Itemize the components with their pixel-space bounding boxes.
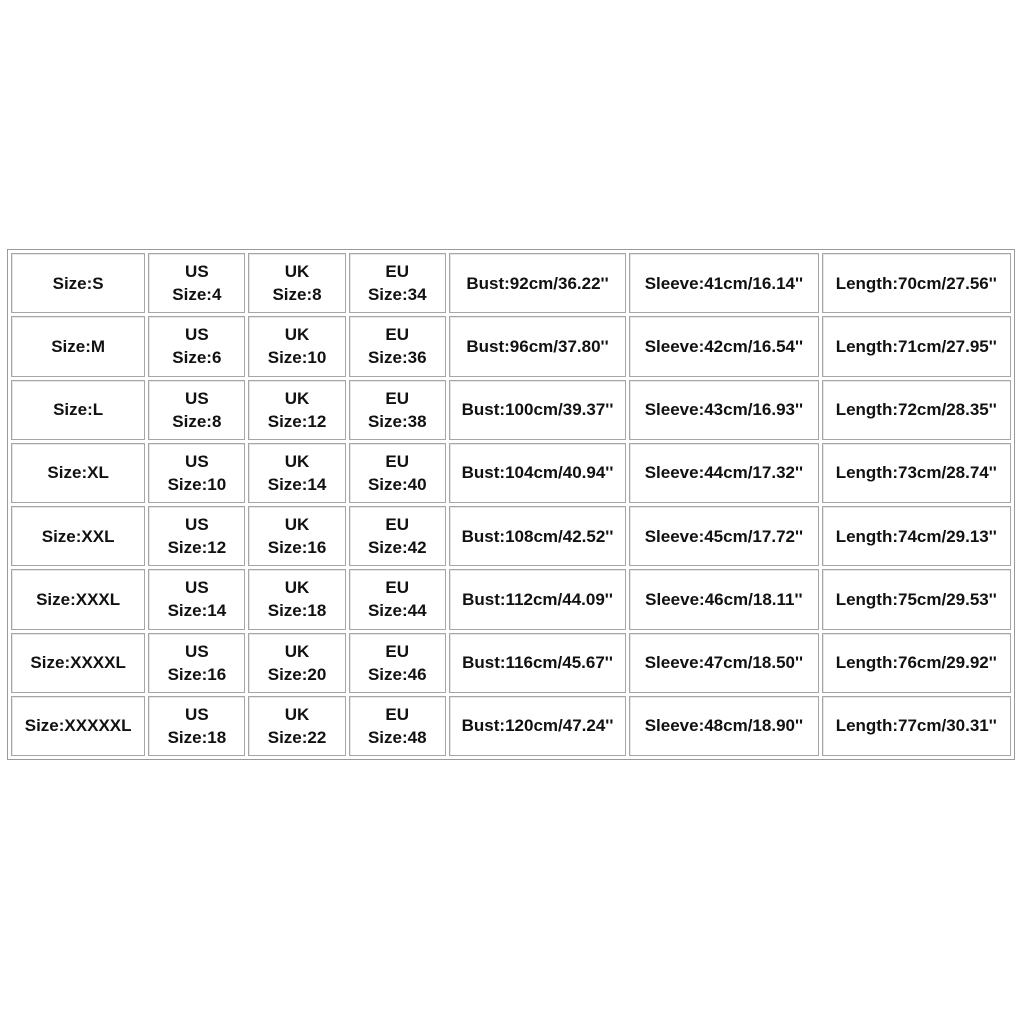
sleeve-cell: Sleeve:46cm/18.11'' bbox=[629, 569, 818, 629]
table-row bbox=[11, 380, 1011, 440]
eu-label: EU bbox=[385, 641, 410, 661]
size-cell: Size:XXXXXL bbox=[11, 696, 145, 756]
size-cell: Size:S bbox=[11, 253, 145, 313]
size-cell: Size:XXXL bbox=[11, 569, 145, 629]
table-row bbox=[11, 696, 1011, 756]
us-size-cell bbox=[148, 443, 245, 503]
table-row bbox=[11, 633, 1011, 693]
bust-cell: Bust:116cm/45.67'' bbox=[449, 633, 626, 693]
size-cell: Size:XL bbox=[11, 443, 145, 503]
eu-size-cell bbox=[349, 633, 446, 693]
length-cell: Length:70cm/27.56'' bbox=[822, 253, 1011, 313]
uk-size-value: Size:22 bbox=[267, 727, 327, 747]
uk-size-cell bbox=[248, 316, 345, 376]
uk-label: UK bbox=[284, 515, 310, 535]
bust-cell: Bust:92cm/36.22'' bbox=[449, 253, 626, 313]
length-cell: Length:77cm/30.31'' bbox=[822, 696, 1011, 756]
us-size-cell bbox=[148, 253, 245, 313]
uk-size-cell bbox=[248, 696, 345, 756]
eu-size-value: Size:44 bbox=[367, 601, 427, 621]
table-row bbox=[11, 443, 1011, 503]
uk-label: UK bbox=[284, 641, 310, 661]
us-size-value: Size:6 bbox=[172, 348, 222, 368]
eu-size-value: Size:36 bbox=[367, 348, 427, 368]
uk-size-value: Size:10 bbox=[267, 348, 327, 368]
us-size-cell bbox=[148, 569, 245, 629]
eu-size-value: Size:40 bbox=[367, 474, 427, 494]
eu-size-value: Size:48 bbox=[367, 727, 427, 747]
us-size-cell bbox=[148, 316, 245, 376]
sleeve-cell: Sleeve:45cm/17.72'' bbox=[629, 506, 818, 566]
length-cell: Length:72cm/28.35'' bbox=[822, 380, 1011, 440]
uk-label: UK bbox=[284, 325, 310, 345]
uk-size-cell bbox=[248, 443, 345, 503]
length-cell: Length:74cm/29.13'' bbox=[822, 506, 1011, 566]
bust-cell: Bust:104cm/40.94'' bbox=[449, 443, 626, 503]
eu-size-value: Size:46 bbox=[367, 664, 427, 684]
us-size-cell bbox=[148, 696, 245, 756]
table-row bbox=[11, 253, 1011, 313]
uk-size-cell bbox=[248, 253, 345, 313]
uk-size-value: Size:16 bbox=[267, 538, 327, 558]
uk-label: UK bbox=[284, 388, 310, 408]
us-size-value: Size:16 bbox=[167, 664, 227, 684]
eu-label: EU bbox=[385, 704, 410, 724]
us-size-value: Size:18 bbox=[167, 727, 227, 747]
eu-size-cell bbox=[349, 506, 446, 566]
uk-size-cell bbox=[248, 380, 345, 440]
size-cell: Size:M bbox=[11, 316, 145, 376]
uk-size-value: Size:12 bbox=[267, 411, 327, 431]
eu-size-value: Size:38 bbox=[367, 411, 427, 431]
uk-label: UK bbox=[284, 451, 310, 471]
eu-size-cell bbox=[349, 316, 446, 376]
eu-label: EU bbox=[385, 451, 410, 471]
us-size-cell bbox=[148, 380, 245, 440]
sleeve-cell: Sleeve:47cm/18.50'' bbox=[629, 633, 818, 693]
uk-size-value: Size:8 bbox=[272, 285, 322, 305]
eu-label: EU bbox=[385, 262, 410, 282]
us-size-value: Size:12 bbox=[167, 538, 227, 558]
eu-size-cell bbox=[349, 380, 446, 440]
size-cell: Size:XXXXL bbox=[11, 633, 145, 693]
sleeve-cell: Sleeve:41cm/16.14'' bbox=[629, 253, 818, 313]
eu-size-cell bbox=[349, 443, 446, 503]
length-cell: Length:71cm/27.95'' bbox=[822, 316, 1011, 376]
us-size-value: Size:8 bbox=[172, 411, 222, 431]
length-cell: Length:76cm/29.92'' bbox=[822, 633, 1011, 693]
eu-label: EU bbox=[385, 578, 410, 598]
us-size-value: Size:14 bbox=[167, 601, 227, 621]
us-size-value: Size:10 bbox=[167, 474, 227, 494]
eu-size-cell bbox=[349, 696, 446, 756]
us-label: US bbox=[185, 641, 209, 661]
us-label: US bbox=[185, 325, 209, 345]
bust-cell: Bust:108cm/42.52'' bbox=[449, 506, 626, 566]
table-row bbox=[11, 506, 1011, 566]
bust-cell: Bust:120cm/47.24'' bbox=[449, 696, 626, 756]
eu-label: EU bbox=[385, 515, 410, 535]
us-label: US bbox=[185, 388, 209, 408]
length-cell: Length:75cm/29.53'' bbox=[822, 569, 1011, 629]
eu-label: EU bbox=[385, 388, 410, 408]
uk-size-value: Size:20 bbox=[267, 664, 327, 684]
us-size-cell bbox=[148, 506, 245, 566]
sleeve-cell: Sleeve:44cm/17.32'' bbox=[629, 443, 818, 503]
eu-size-cell bbox=[349, 569, 446, 629]
us-label: US bbox=[185, 451, 209, 471]
us-label: US bbox=[185, 704, 209, 724]
us-size-value: Size:4 bbox=[172, 285, 222, 305]
length-cell: Length:73cm/28.74'' bbox=[822, 443, 1011, 503]
us-size-cell bbox=[148, 633, 245, 693]
sleeve-cell: Sleeve:43cm/16.93'' bbox=[629, 380, 818, 440]
bust-cell: Bust:112cm/44.09'' bbox=[449, 569, 626, 629]
uk-size-value: Size:14 bbox=[267, 474, 327, 494]
sleeve-cell: Sleeve:48cm/18.90'' bbox=[629, 696, 818, 756]
uk-size-cell bbox=[248, 569, 345, 629]
eu-label: EU bbox=[385, 325, 410, 345]
uk-label: UK bbox=[284, 704, 310, 724]
eu-size-value: Size:42 bbox=[367, 538, 427, 558]
bust-cell: Bust:100cm/39.37'' bbox=[449, 380, 626, 440]
us-label: US bbox=[185, 262, 209, 282]
uk-size-cell bbox=[248, 633, 345, 693]
sleeve-cell: Sleeve:42cm/16.54'' bbox=[629, 316, 818, 376]
us-label: US bbox=[185, 515, 209, 535]
table-row bbox=[11, 569, 1011, 629]
uk-label: UK bbox=[284, 578, 310, 598]
uk-label: UK bbox=[284, 262, 310, 282]
eu-size-cell bbox=[349, 253, 446, 313]
uk-size-value: Size:18 bbox=[267, 601, 327, 621]
bust-cell: Bust:96cm/37.80'' bbox=[449, 316, 626, 376]
size-chart-table bbox=[7, 249, 1015, 760]
size-cell: Size:L bbox=[11, 380, 145, 440]
eu-size-value: Size:34 bbox=[367, 285, 427, 305]
uk-size-cell bbox=[248, 506, 345, 566]
size-cell: Size:XXL bbox=[11, 506, 145, 566]
table-row bbox=[11, 316, 1011, 376]
us-label: US bbox=[185, 578, 209, 598]
